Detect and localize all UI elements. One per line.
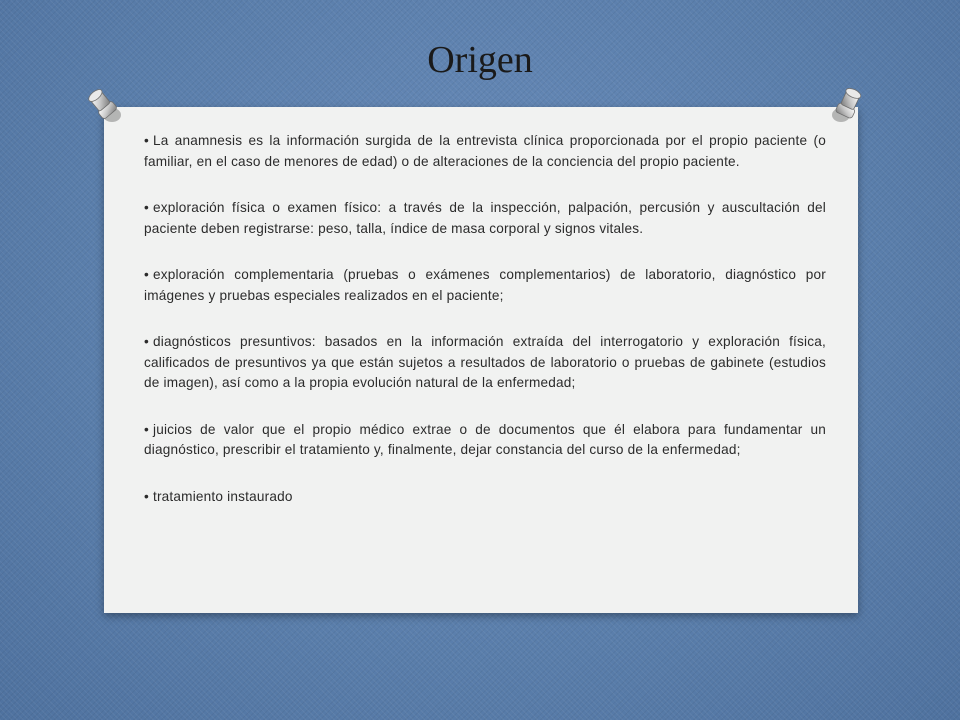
bullet-item — [144, 332, 826, 394]
bullet-item — [144, 265, 826, 306]
bullet-text: diagnósticos presuntivos: basados en la información extraída del interrogatorio y exploración física, calificados de presuntivos ya que están sujetos a resultados de laboratorio o pruebas de gabinete (estudios de imagen), así como a la propia evolución natural de la enfermedad; — [144, 334, 826, 390]
slide-title: Origen — [427, 39, 533, 81]
bullet-text: exploración física o examen físico: a través de la inspección, palpación, percusión y auscultación del paciente deben registrarse: peso, talla, índice de masa corporal y signos vitales. — [144, 200, 826, 236]
bullet-text: exploración complementaria (pruebas o exámenes complementarios) de laboratorio, diagnóstico por imágenes y pruebas especiales realizados en el paciente; — [144, 267, 826, 303]
bullet-marker: • — [144, 421, 149, 437]
bullet-marker: • — [144, 267, 149, 282]
bullet-marker: • — [144, 133, 149, 148]
bullet-text: tratamiento instaurado — [152, 488, 293, 504]
bullet-item — [144, 487, 826, 508]
pushpin-icon — [824, 84, 870, 130]
bullet-text: La anamnesis es la información surgida de la entrevista clínica proporcionada por el propio paciente (o familiar, en el caso de menores de edad) o de alteraciones de la conciencia del propio paciente. — [144, 133, 826, 169]
pushpin-icon — [82, 84, 128, 130]
bullet-marker: • — [144, 200, 149, 215]
bullet-marker: • — [144, 334, 149, 349]
bullet-marker: • — [144, 488, 149, 504]
bullet-text: juicios de valor que el propio médico extrae o de documentos que él elabora para fundamentar un diagnóstico, prescribir el tratamiento y, finalmente, dejar constancia del curso de la enfermedad; — [144, 421, 826, 457]
content-card — [104, 107, 858, 613]
bullet-item — [144, 198, 826, 239]
bullet-item — [144, 131, 826, 172]
bullet-item — [144, 420, 826, 461]
